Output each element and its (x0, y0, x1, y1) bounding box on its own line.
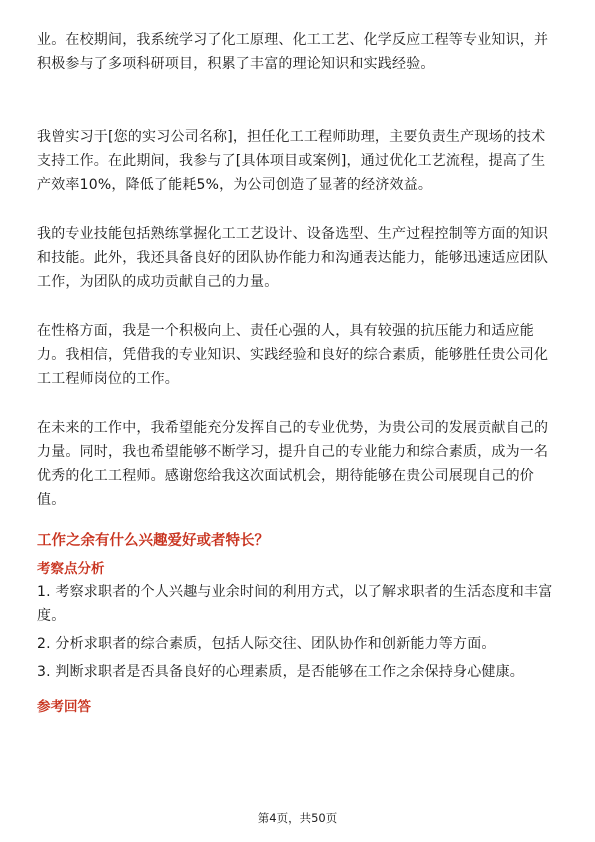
paragraph-personality: 在性格方面，我是一个积极向上、责任心强的人，具有较强的抗压能力和适应能力。我相信，凭借我的专业知识、实践经验和良好的综合素质，能够胜任贵公司化工工程师岗位的工作。 (37, 323, 549, 387)
analysis-item: 2. 分析求职者的综合素质，包括人际交往、团队协作和创新能力等方面。 (37, 636, 496, 652)
analysis-heading: 考察点分析 (37, 561, 105, 577)
paragraph-future: 在未来的工作中，我希望能充分发挥自己的专业优势，为贵公司的发展贡献自己的力量。同时，我也希望能够不断学习，提升自己的专业能力和综合素质，成为一名优秀的化工工程师。感谢您给我这次面试机会，期待能够在贵公司展现自己的价值。 (37, 420, 549, 508)
document-body (37, 28, 559, 718)
paragraph-internship: 我曾实习于[您的实习公司名称]，担任化工工程师助理，主要负责生产现场的技术支持工作。在此期间，我参与了[具体项目或案例]，通过优化工艺流程，提高了生产效率10%，降低了能耗5%，为公司创造了显著的经济效益。 (37, 129, 546, 193)
question-heading: 工作之余有什么兴趣爱好或者特长？ (37, 533, 269, 549)
paragraph-education: 业。在校期间，我系统学习了化工原理、化工工艺、化学反应工程等专业知识，并积极参与了多项科研项目，积累了丰富的理论知识和实践经验。 (37, 32, 549, 72)
page-number: 第4页，共50页 (257, 811, 338, 825)
analysis-item: 1. 考察求职者的个人兴趣与业余时间的利用方式，以了解求职者的生活态度和丰富度。 (37, 584, 553, 624)
analysis-item: 3. 判断求职者是否具备良好的心理素质，是否能够在工作之余保持身心健康。 (37, 664, 525, 680)
paragraph-skills: 我的专业技能包括熟练掌握化工工艺设计、设备选型、生产过程控制等方面的知识和技能。此外，我还具备良好的团队协作能力和沟通表达能力，能够迅速适应团队工作，为团队的成功贡献自己的力量。 (37, 226, 549, 290)
answer-heading: 参考回答 (37, 699, 91, 715)
